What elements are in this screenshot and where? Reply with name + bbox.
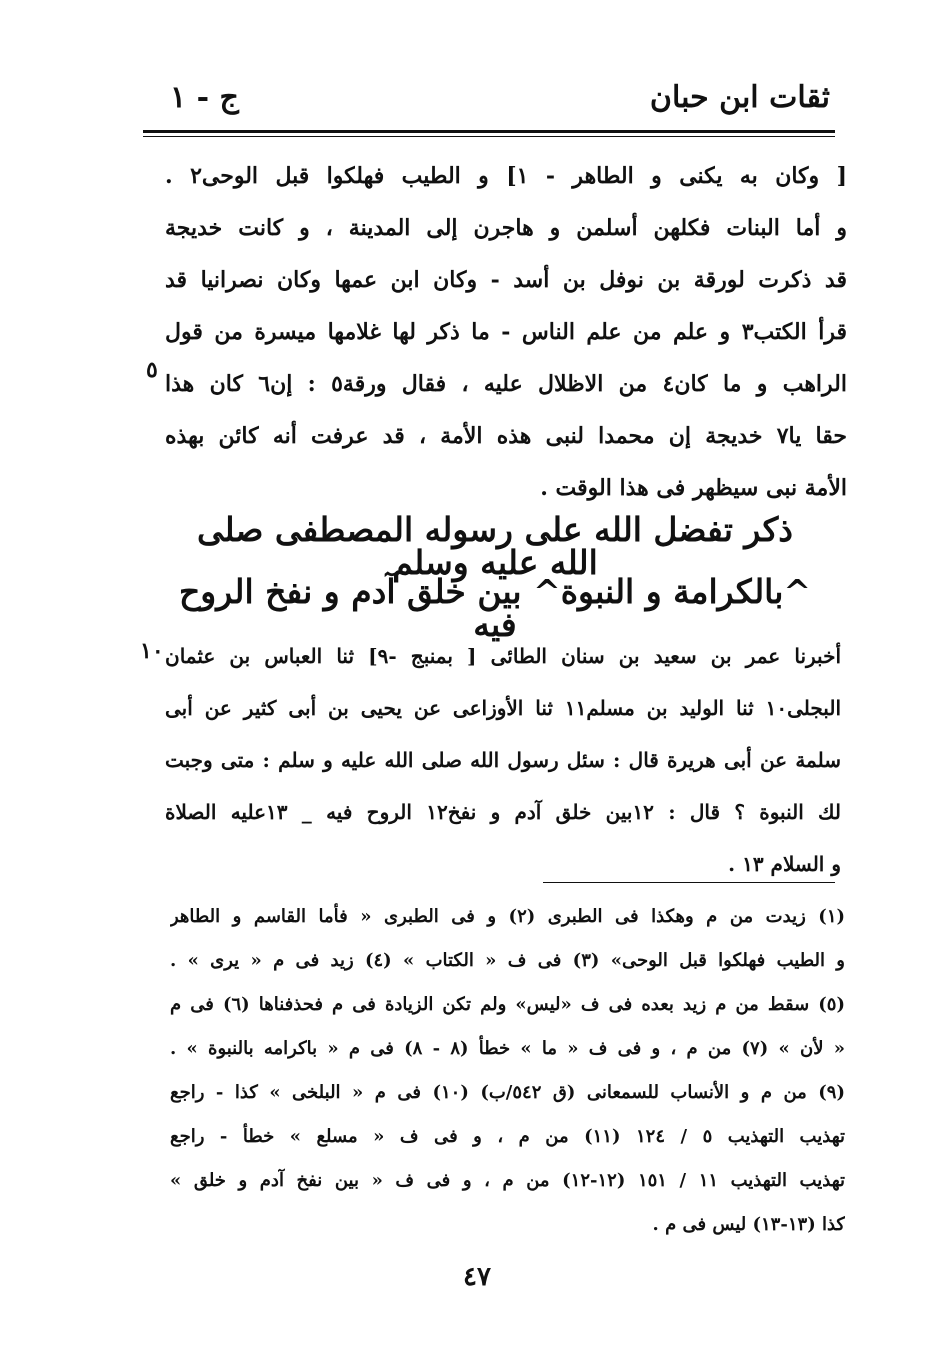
footnote-line: (١) زيدت من م وهكذا فى الطبرى (٢) و فى الطبرى « فأما القاسم و الطاهر (170, 906, 845, 927)
text-line: [ وكان به يكنى و الطاهر - ١] و الطيب فهلكوا قبل الوحى٢ . (165, 163, 847, 189)
volume-number: ج - ١ (170, 80, 239, 115)
text-line: و أما البنات فكلهن أسلمن و هاجرن إلى المدينة ، و كانت خديجة (165, 215, 847, 241)
footnote-line: تهذيب التهذيب ٥ / ١٢٤ (١١) من م ، و فى ف « مسلع » خطأ - راجع (170, 1126, 845, 1147)
page-number: ٤٧ (463, 1262, 491, 1292)
margin-line-number-10: ١٠ (140, 638, 164, 664)
footnote-line: « لأن » (٧) من م ، و فى ف « ما » خطأ (٨ - ٨) فى م « باكرامه بالنبوة » . (170, 1038, 845, 1059)
text-line: حقا يا٧ خديجة إن محمدا لنبى هذه الأمة ، قد عرفت أنه كائن بهذه (165, 423, 847, 449)
footnote-line: كذا (١٣-١٣) ليس فى م . (652, 1214, 845, 1235)
text-line: قد ذكرت لورقة بن نوفل بن أسد - وكان ابن عمها وكان نصرانيا قد (165, 267, 847, 293)
hadith-line: لك النبوة ؟ قال : ١٢بين خلق آدم و نفخ١٢ الروح فيه _ ١٣عليه الصلاة (165, 800, 841, 824)
running-title: ثقات ابن حبان (649, 80, 830, 115)
header-rule (143, 130, 835, 133)
footnote-line: و الطيب فهلكوا قبل الوحى» (٣) فى ف « الكتاب » (٤) زيد فى م « يرى » . (170, 950, 845, 971)
hadith-text (165, 630, 841, 890)
text-line: قرأ الكتب٣ و علم من علم الناس - ما ذكر لها غلامها ميسرة من قول (165, 319, 847, 345)
hadith-line: سلمة عن أبى هريرة قال : سئل رسول الله صلى الله عليه و سلم : متى وجبت (165, 748, 841, 772)
hadith-line: البجلى١٠ ثنا الوليد بن مسلم١١ ثنا الأوزاعى عن يحيى بن أبى كثير عن أبى (165, 696, 841, 720)
page-header (150, 80, 830, 130)
footnotes (170, 895, 845, 1247)
hadith-line: و السلام ١٣ . (728, 852, 841, 876)
main-text (165, 150, 847, 514)
section-heading-line-2: ^بالكرامة و النبوة^ بين خلق آدم و نفخ الروح فيه (178, 572, 812, 644)
footnote-line: (٥) سقط من م زيد بعده فى ف «ليس» ولم تكن الزيادة فى م فحذفناها (٦) فى م (170, 994, 845, 1015)
footnote-line: تهذيب التهذيب ١١ / ١٥١ (١٢-١٢) من م ، و فى ف « بين نفخ آدم و خلق » (170, 1170, 845, 1191)
footnote-line: (٩) من م و الأنساب للسمعانى (ق ٥٤٢/ب) (١٠) فى م « البلخى » كذا - راجع (170, 1082, 845, 1103)
margin-line-number-5: ٥ (146, 357, 158, 383)
text-line: الراهب و ما كان٤ من الاظلال عليه ، فقال ورقة٥ : إن٦ كان هذا (165, 371, 847, 397)
section-heading-line-1: ذكر تفضل الله على رسوله المصطفى صلى الله عليه وسلم (196, 510, 793, 582)
hadith-line: أخبرنا عمر بن سعيد بن سنان الطائى [ بمنبج -٩] ثنا العباس بن عثمان (165, 644, 841, 668)
footnote-separator (543, 882, 835, 883)
text-line: الأمة نبى سيظهر فى هذا الوقت . (540, 475, 847, 501)
header-rule-thin (143, 136, 835, 137)
